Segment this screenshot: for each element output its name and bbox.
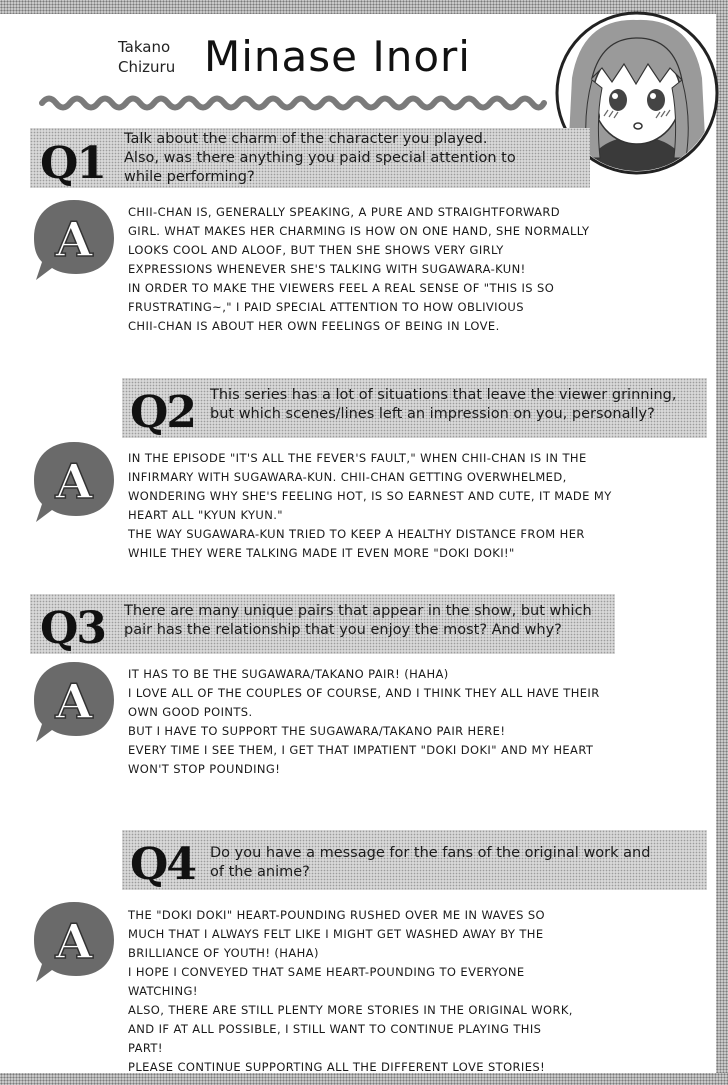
wave-divider	[38, 92, 548, 114]
answer-bubble-4	[30, 898, 118, 986]
question-label: Q2	[130, 387, 195, 438]
answer-label: A	[55, 454, 93, 510]
answer-label: A	[55, 674, 93, 730]
question-text: Do you have a message for the fans of the original work and of the anime?	[210, 845, 651, 880]
answer-label: A	[55, 914, 93, 970]
answer-text: IT HAS TO BE THE SUGAWARA/TAKANO PAIR! (HAHA) I LOVE ALL OF THE COUPLES OF COURSE, AND I THINK THEY ALL HAVE THEIR OWN GOOD POINTS. BUT I HAVE TO SUPPORT THE SUGAWARA/TAKANO PAIR HERE! EVERY TIME I SEE THEM, I GET THAT IMPATIENT "DOKI DOKI" AND MY HEART WON'T STOP POUNDING!	[128, 667, 600, 776]
character-first-name: Takano	[118, 38, 171, 56]
answer-bubble-3	[30, 658, 118, 746]
answer-text: CHII-CHAN IS, GENERALLY SPEAKING, A PURE AND STRAIGHTFORWARD GIRL. WHAT MAKES HER CHARMING IS HOW ON ONE HAND, SHE NORMALLY LOOKS COOL AND ALOOF, BUT THEN SHE SHOWS VERY GIRLY EXPRESSIONS WHENEVER SHE'S TALKING WITH SUGAWARA-KUN! IN ORDER TO MAKE THE VIEWERS FEEL A REAL SENSE OF "THIS IS SO FRUSTRATING~," I PAID SPECIAL ATTENTION TO HOW OBLIVIOUS CHII-CHAN IS ABOUT HER OWN FEELINGS OF BEING IN LOVE.	[128, 205, 590, 333]
answer-label: A	[55, 212, 93, 268]
question-label: Q1	[40, 138, 105, 189]
character-last-name: Chizuru	[118, 58, 176, 76]
question-text: This series has a lot of situations that leave the viewer grinning, but which scenes/lines left an impression on you, personally?	[210, 387, 677, 422]
question-text: Talk about the charm of the character you played. Also, was there anything you paid special attention to while performing?	[124, 131, 516, 185]
question-text: There are many unique pairs that appear in the show, but which pair has the relationship that you enjoy the most? And why?	[124, 603, 592, 638]
answer-bubble-1	[30, 196, 118, 284]
answer-text: THE "DOKI DOKI" HEART-POUNDING RUSHED OVER ME IN WAVES SO MUCH THAT I ALWAYS FELT LIKE I MIGHT GET WASHED AWAY BY THE BRILLIANCE OF YOUTH! (HAHA) I HOPE I CONVEYED THAT SAME HEART-POUNDING TO EVERYONE WATCHING! ALSO, THERE ARE STILL PLENTY MORE STORIES IN THE ORIGINAL WORK, AND IF AT ALL POSSIBLE, I STILL WANT TO CONTINUE PLAYING THIS PART! PLEASE CONTINUE SUPPORTING ALL THE DIFFERENT LOVE STORIES!	[128, 908, 573, 1074]
answer-bubble-2	[30, 438, 118, 526]
question-label: Q4	[130, 839, 195, 890]
voice-actor-name: Minase Inori	[204, 32, 471, 81]
question-label: Q3	[40, 603, 105, 654]
answer-text: IN THE EPISODE "IT'S ALL THE FEVER'S FAULT," WHEN CHII-CHAN IS IN THE INFIRMARY WITH SUGAWARA-KUN. CHII-CHAN GETTING OVERWHELMED, WONDERING WHY SHE'S FEELING HOT, IS SO EARNEST AND CUTE, IT MADE MY HEART ALL "KYUN KYUN." THE WAY SUGAWARA-KUN TRIED TO KEEP A HEALTHY DISTANCE FROM HER WHILE THEY WERE TALKING MADE IT EVEN MORE "DOKI DOKI!"	[128, 451, 612, 560]
